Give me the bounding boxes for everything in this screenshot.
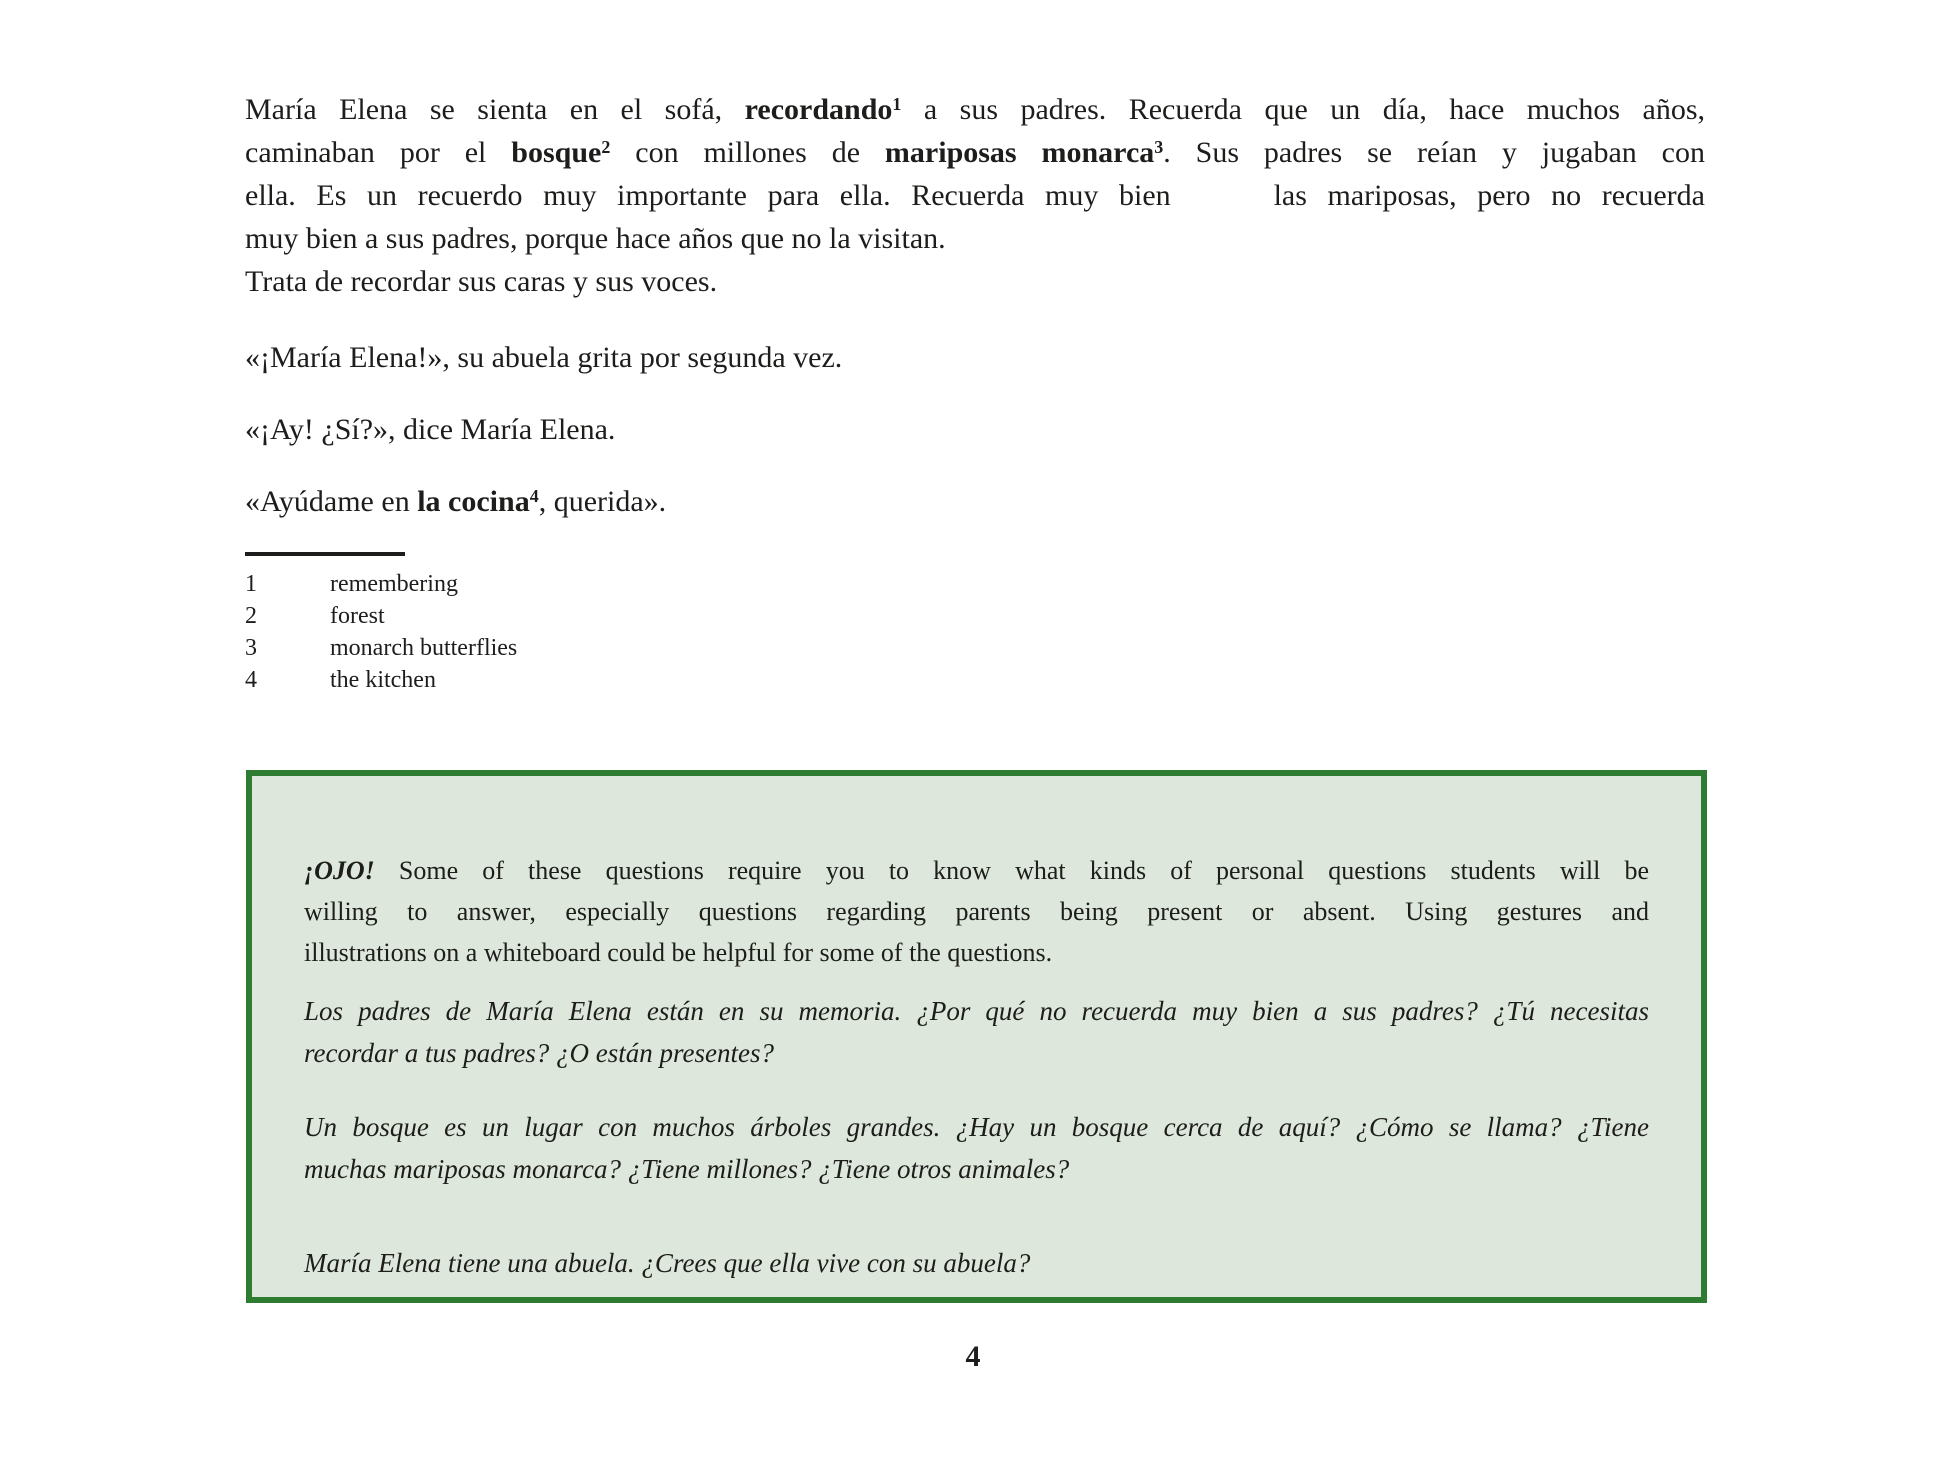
text-line (304, 932, 1649, 973)
quote-line-2 (245, 408, 1705, 451)
text-segment: recordando (744, 93, 893, 126)
discussion-question-1 (304, 990, 1649, 1074)
text-segment: caminaban por el (245, 136, 512, 169)
text-segment: 2 (601, 137, 611, 158)
text-segment: muchas mariposas monarca? ¿Tiene millones? ¿Tiene otros animales? (304, 1154, 1070, 1184)
text-segment: María Elena se sienta en el sofá, (245, 93, 745, 126)
text-line (245, 408, 1705, 451)
text-line (245, 260, 1705, 303)
text-segment: muy bien a sus padres, porque hace años que no la visitan. (245, 222, 946, 255)
text-segment: con millones de (610, 136, 885, 169)
text-line (245, 632, 945, 664)
text-segment: ella. Es un recuerdo muy importante para ella. Recuerda muy bien las mariposas, pero no recuerda (245, 179, 1705, 212)
discussion-question-2 (304, 1106, 1649, 1190)
text-segment: bosque (511, 136, 602, 169)
text-segment: Los padres de María Elena están en su memoria. ¿Por qué no recuerda muy bien a sus padres? ¿Tú necesitas (304, 996, 1649, 1026)
text-segment: remembering (330, 571, 458, 597)
footnote-separator-rule (245, 552, 405, 556)
text-segment: 1 (245, 571, 257, 597)
text-line (245, 664, 945, 696)
text-segment: Trata de recordar sus caras y sus voces. (245, 265, 718, 298)
text-segment: a sus padres. Recuerda que un día, hace muchos años, (901, 93, 1706, 126)
text-segment: willing to answer, especially questions regarding parents being present or absent. Using gestures and (304, 897, 1649, 926)
text-line (304, 1148, 1649, 1190)
text-line (245, 336, 1705, 379)
teacher-note-box (246, 770, 1707, 1303)
text-segment: . Sus padres se reían y jugaban con (1163, 136, 1705, 169)
text-line (245, 480, 1705, 523)
text-line (304, 1242, 1649, 1284)
text-line (304, 1032, 1649, 1074)
text-segment: the kitchen (330, 667, 436, 693)
text-segment: mariposas monarca (884, 136, 1155, 169)
text-segment: 3 (1154, 137, 1164, 158)
page-number: 4 (965, 1340, 981, 1373)
story-text (245, 88, 1705, 523)
text-segment: , querida». (538, 485, 667, 518)
text-segment: «¡María Elena!», su abuela grita por segunda vez. (245, 341, 843, 374)
text-segment: 4 (245, 667, 257, 693)
text-segment: 2 (245, 603, 257, 629)
ojo-note-paragraph (304, 850, 1649, 973)
footnotes-list (245, 568, 945, 696)
text-line (245, 568, 945, 600)
text-line (245, 217, 1705, 260)
text-segment: 1 (892, 94, 902, 115)
discussion-question-3 (304, 1242, 1649, 1284)
text-line (304, 1106, 1649, 1148)
text-segment: forest (330, 603, 385, 629)
text-segment: Un bosque es un lugar con muchos árboles grandes. ¿Hay un bosque cerca de aquí? ¿Cómo se llama? ¿Tiene (304, 1112, 1649, 1142)
text-segment: María Elena tiene una abuela. ¿Crees que ella vive con su abuela? (304, 1248, 1031, 1278)
story-paragraph (245, 88, 1705, 303)
text-line (245, 600, 945, 632)
text-segment: ¡OJO! (304, 856, 375, 885)
quote-line-1 (245, 336, 1705, 379)
text-segment: «¡Ay! ¿Sí?», dice María Elena. (245, 413, 616, 446)
text-segment: recordar a tus padres? ¿O están presentes? (304, 1038, 774, 1068)
text-segment: illustrations on a whiteboard could be helpful for some of the questions. (304, 938, 1053, 967)
text-segment: «Ayúdame en (245, 485, 418, 518)
text-line (304, 850, 1649, 891)
text-line (245, 88, 1705, 131)
text-line (304, 990, 1649, 1032)
text-segment: Some of these questions require you to know what kinds of personal questions students will be (374, 856, 1649, 885)
text-segment: la cocina (417, 485, 530, 518)
text-segment: 3 (245, 635, 257, 661)
text-segment: monarch butterflies (330, 635, 518, 661)
text-line (245, 174, 1705, 217)
quote-line-3 (245, 480, 1705, 523)
text-line (304, 891, 1649, 932)
text-line (245, 131, 1705, 174)
text-segment: 4 (529, 486, 539, 507)
